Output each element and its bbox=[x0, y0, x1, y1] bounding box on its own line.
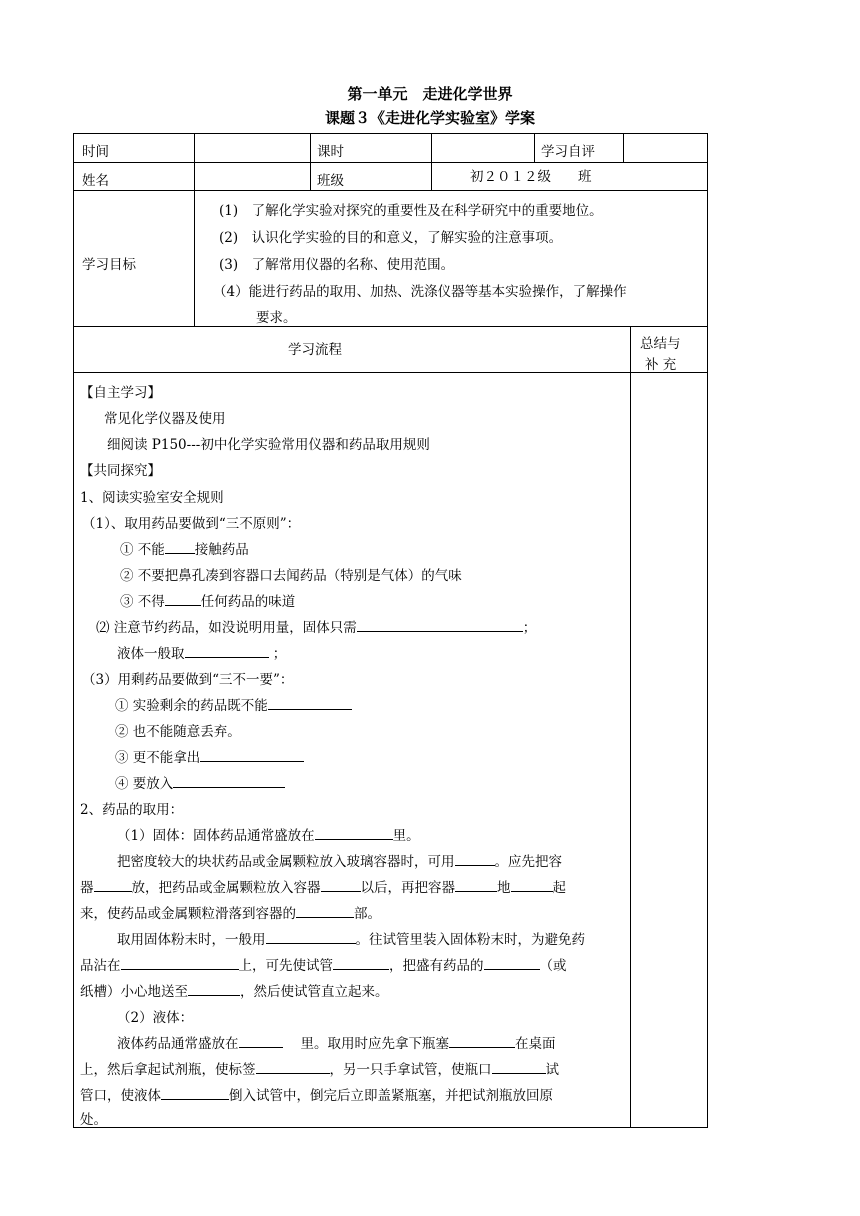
para-text: 上，然后拿起试剂瓶，使标签 bbox=[80, 1062, 256, 1078]
para-text: 以后，再把容器 bbox=[360, 880, 455, 896]
period-label: 课时 bbox=[317, 144, 344, 160]
rule-line bbox=[120, 590, 295, 610]
para-text: 来，使药品或金属颗粒滑落到容器的 bbox=[80, 906, 296, 922]
row-divider bbox=[73, 190, 708, 191]
para-text: ，另一只手拿试管，使瓶口 bbox=[329, 1062, 492, 1078]
rule-text: 里。 bbox=[392, 828, 420, 844]
class-value: 初２０１２级 班 bbox=[470, 169, 592, 185]
fill-blank[interactable] bbox=[455, 851, 495, 866]
fill-blank[interactable] bbox=[266, 929, 356, 944]
fill-blank[interactable] bbox=[256, 1059, 330, 1074]
summary-header: 总结与 bbox=[640, 336, 681, 352]
fill-blank[interactable] bbox=[161, 1085, 229, 1100]
para-text: ，然后使试管直立起来。 bbox=[240, 984, 389, 1000]
para-text: 在桌面 bbox=[515, 1036, 556, 1052]
col-divider bbox=[623, 133, 624, 162]
fill-blank[interactable] bbox=[333, 955, 389, 970]
para-text: 上，可先使试管 bbox=[238, 958, 333, 974]
col-divider bbox=[194, 133, 195, 326]
fill-blank[interactable] bbox=[268, 695, 352, 710]
self-eval-label: 学习自评 bbox=[541, 144, 595, 160]
process-header: 学习流程 bbox=[288, 342, 342, 358]
self-study-line: 常见化学仪器及使用 bbox=[104, 411, 226, 427]
para-text: 。往试管里装入固体粉末时，为避免药 bbox=[355, 932, 585, 948]
goal-item: （4）能进行药品的取用、加热、洗涤仪器等基本实验操作，了解操作 bbox=[213, 284, 627, 300]
explore-heading: 【共同探究】 bbox=[80, 463, 161, 479]
rule-text: （1）固体：固体药品通常盛放在 bbox=[117, 828, 315, 844]
fill-blank[interactable] bbox=[173, 773, 285, 788]
col-divider bbox=[310, 133, 311, 190]
paragraph-line bbox=[80, 1084, 553, 1104]
paragraph-line bbox=[80, 876, 566, 896]
para-text: 把密度较大的块状药品或金属颗粒放入玻璃容器时，可用 bbox=[117, 854, 455, 870]
fill-blank[interactable] bbox=[94, 877, 132, 892]
rule-line: ② 也不能随意丢弃。 bbox=[115, 724, 241, 740]
class-label: 班级 bbox=[317, 173, 344, 189]
paragraph-line: 处。 bbox=[80, 1112, 107, 1128]
rule-text: 接触药品 bbox=[194, 542, 249, 558]
paragraph-line bbox=[80, 902, 381, 922]
section-title: 1、阅读实验室安全规则 bbox=[80, 490, 224, 506]
para-text: 纸槽）小心地送至 bbox=[80, 984, 188, 1000]
rule-text: ③ 更不能拿出 bbox=[115, 750, 201, 766]
name-label: 姓名 bbox=[82, 173, 109, 189]
subsection-title: （2）液体： bbox=[117, 1010, 194, 1026]
rule-line bbox=[115, 746, 304, 766]
rule-line bbox=[117, 824, 420, 844]
goal-item: (3) 了解常用仪器的名称、使用范围。 bbox=[219, 257, 455, 273]
time-label: 时间 bbox=[82, 144, 109, 160]
para-text: 部。 bbox=[354, 906, 381, 922]
paragraph-line bbox=[80, 954, 567, 974]
rule-text: ⑵ 注意节约药品，如没说明用量，固体只需 bbox=[96, 620, 357, 636]
para-text: （或 bbox=[539, 958, 567, 974]
rule-text: 液体一般取 bbox=[117, 646, 185, 662]
goals-label: 学习目标 bbox=[82, 257, 136, 273]
para-text: 倒入试管中，倒完后立即盖紧瓶塞，并把试剂瓶放回原 bbox=[229, 1088, 553, 1104]
rule-text: ④ 要放入 bbox=[115, 776, 174, 792]
rule-line: ② 不要把鼻孔凑到容器口去闻药品（特别是气体）的气味 bbox=[120, 568, 462, 584]
col-divider bbox=[630, 326, 631, 1128]
para-text: 品沾在 bbox=[80, 958, 121, 974]
fill-blank[interactable] bbox=[492, 1059, 546, 1074]
col-divider bbox=[534, 133, 535, 162]
para-text: 取用固体粉末时，一般用 bbox=[117, 932, 266, 948]
self-study-heading: 【自主学习】 bbox=[80, 385, 161, 401]
rule-text: ③ 不得 bbox=[120, 594, 165, 610]
fill-blank[interactable] bbox=[321, 877, 361, 892]
fill-blank[interactable] bbox=[455, 877, 497, 892]
row-divider bbox=[73, 162, 708, 163]
paragraph-line bbox=[80, 980, 389, 1000]
fill-blank[interactable] bbox=[165, 539, 195, 554]
paragraph-line bbox=[80, 1058, 559, 1078]
fill-blank[interactable] bbox=[296, 903, 354, 918]
lesson-title: 课题３《走进化学实验室》学案 bbox=[324, 109, 535, 127]
fill-blank[interactable] bbox=[200, 747, 304, 762]
rule-line bbox=[96, 616, 536, 636]
rule-text: ① 不能 bbox=[120, 542, 165, 558]
rule-line bbox=[115, 694, 352, 714]
goal-item: 要求。 bbox=[256, 310, 297, 326]
para-text: 液体药品通常盛放在 bbox=[117, 1036, 239, 1052]
rule-line bbox=[115, 772, 285, 792]
rule-text: ； bbox=[522, 620, 537, 636]
para-text: 里。取用时应先拿下瓶塞 bbox=[300, 1036, 449, 1052]
fill-blank[interactable] bbox=[449, 1033, 515, 1048]
self-study-line: 细阅读 P150---初中化学实验常用仪器和药品取用规则 bbox=[107, 437, 430, 453]
rule-text: 任何药品的味道 bbox=[200, 594, 296, 610]
fill-blank[interactable] bbox=[188, 981, 240, 996]
fill-blank[interactable] bbox=[357, 617, 523, 632]
para-text: ，把盛有药品的 bbox=[389, 958, 484, 974]
section-title: 2、药品的取用： bbox=[80, 802, 184, 818]
summary-header-2: 补 充 bbox=[645, 357, 677, 373]
row-divider bbox=[73, 326, 708, 327]
paragraph-line bbox=[117, 850, 562, 870]
paragraph-line bbox=[117, 1032, 556, 1052]
rule-line bbox=[117, 642, 286, 662]
row-divider bbox=[73, 372, 708, 373]
rule-text: ① 实验剩余的药品既不能 bbox=[115, 698, 268, 714]
subsection-title: （3）用剩药品要做到“三不一要”： bbox=[82, 672, 294, 688]
para-text: 起 bbox=[552, 880, 566, 896]
fill-blank[interactable] bbox=[165, 591, 201, 606]
fill-blank[interactable] bbox=[484, 955, 540, 970]
rule-line bbox=[120, 538, 249, 558]
para-text: 地 bbox=[497, 880, 511, 896]
col-divider bbox=[431, 133, 432, 190]
rule-text: ； bbox=[272, 646, 287, 662]
fill-blank[interactable] bbox=[121, 955, 239, 970]
fill-blank[interactable] bbox=[511, 877, 553, 892]
fill-blank[interactable] bbox=[239, 1033, 283, 1048]
fill-blank[interactable] bbox=[315, 825, 393, 840]
para-text: 。应先把容 bbox=[494, 854, 562, 870]
para-text: 管口，使液体 bbox=[80, 1088, 161, 1104]
paragraph-line bbox=[117, 928, 585, 948]
fill-blank[interactable] bbox=[185, 643, 269, 658]
para-text: 放，把药品或金属颗粒放入容器 bbox=[131, 880, 321, 896]
goal-item: (2) 认识化学实验的目的和意义，了解实验的注意事项。 bbox=[219, 230, 563, 246]
para-text: 器 bbox=[80, 880, 94, 896]
unit-title: 第一单元 走进化学世界 bbox=[347, 85, 513, 103]
para-text: 试 bbox=[545, 1062, 559, 1078]
goal-item: (1) 了解化学实验对探究的重要性及在科学研究中的重要地位。 bbox=[219, 203, 603, 219]
subsection-title: （1）、取用药品要做到“三不原则”： bbox=[82, 516, 301, 532]
